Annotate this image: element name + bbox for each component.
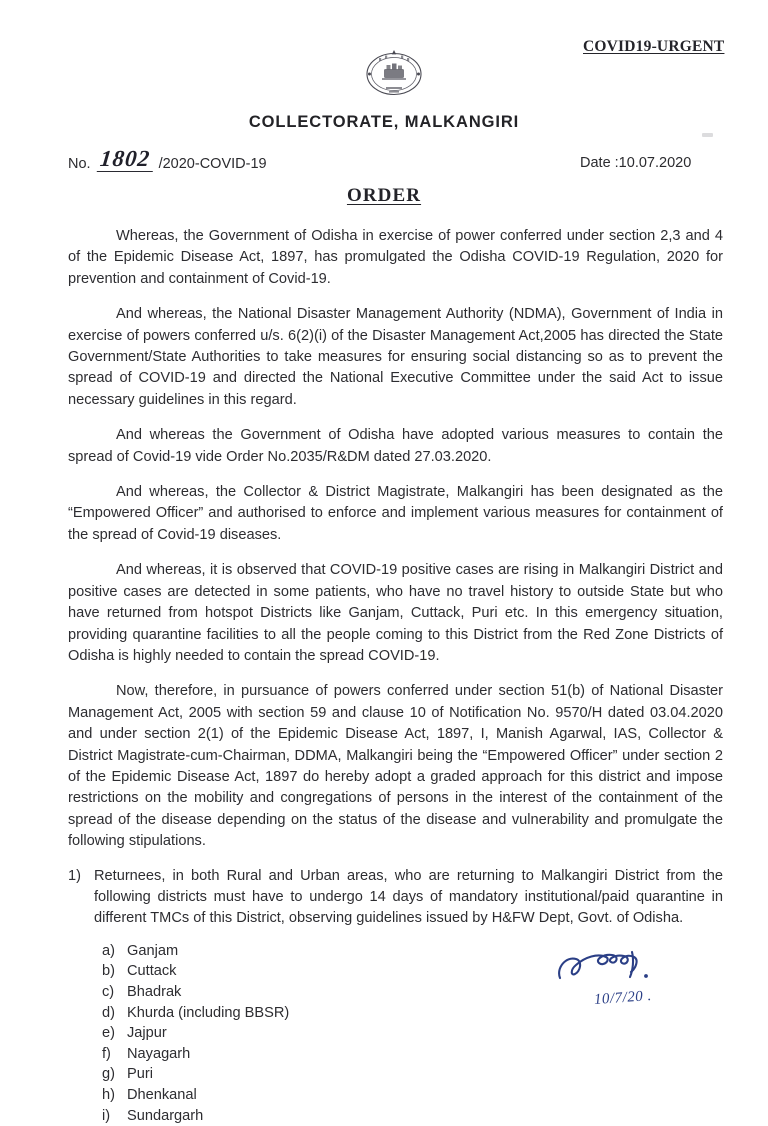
document-date: Date :10.07.2020	[580, 155, 692, 171]
urgent-marking: COVID19-URGENT	[583, 38, 725, 55]
list-item-label: Bhadrak	[127, 983, 182, 1000]
list-item	[102, 1085, 723, 1106]
list-item-marker: e)	[102, 1025, 115, 1042]
paragraph-whereas-2: And whereas, the National Disaster Management Authority (NDMA), Government of India in exercise of powers conferred u/s. 6(2)(i) of the Disaster Management Act,2005 has directed the State Government/State Authorities to take measures for ensuring social distancing so as to prevent the spread of COVID-19 and directed the National Executive Committee under the said Act to issue necessary guidelines in this regard.	[68, 306, 723, 408]
reference-label: No.	[68, 155, 91, 172]
signature-block	[548, 946, 748, 1036]
list-item	[102, 1044, 723, 1065]
list-item-label: Dhenkanal	[127, 1086, 197, 1103]
handwritten-reference-number: 1802	[96, 148, 155, 172]
letterhead-title: COLLECTORATE, MALKANGIRI	[248, 113, 520, 131]
list-item-marker: d)	[102, 1004, 115, 1021]
government-seal-icon	[361, 44, 427, 102]
paragraph-whereas-3: And whereas the Government of Odisha have adopted various measures to contain the spread of Covid-19 vide Order No.2035/R&DM dated 27.03.2020.	[68, 427, 723, 465]
list-item-label: Cuttack	[127, 963, 177, 980]
list-item-label: Jajpur	[127, 1025, 167, 1042]
list-item-marker: c)	[102, 983, 115, 1000]
list-item-marker: a)	[102, 942, 115, 959]
page-title	[0, 185, 768, 207]
paragraph-whereas-1: Whereas, the Government of Odisha in exercise of power conferred under section 2,3 and 4 of the Epidemic Disease Act, 1897, has promulgated the Odisha COVID-19 Regulation, 2020 for prevention and containment of Covid-19.	[68, 228, 723, 287]
list-item-marker: i)	[102, 1107, 111, 1124]
list-item-marker: g)	[102, 1066, 115, 1083]
paragraph-whereas-4: And whereas, the Collector & District Magistrate, Malkangiri has been designated as the “Empowered Officer” and authorised to enforce and implement various measures for containment of the spread of Covid-19 diseases.	[68, 484, 723, 543]
scan-artifact	[702, 133, 713, 137]
list-item-marker: h)	[102, 1086, 115, 1103]
reference-number-line	[68, 148, 267, 172]
list-item-label: Puri	[127, 1066, 153, 1083]
list-item-label: Sundargarh	[127, 1107, 204, 1124]
reference-suffix: /2020-COVID-19	[158, 155, 267, 172]
list-item-label: Khurda (including BBSR)	[127, 1004, 290, 1021]
paragraph-now-therefore: Now, therefore, in pursuance of powers conferred under section 51(b) of National Disaster Management Act, 2005 with section 59 and clause 10 of Notification No. 9570/H dated 03.04.2020 and under section 2(1) of the Epidemic Disease Act, 1897, I, Manish Agarwal, IAS, Collector & District Magistrate-cum-Chairman, DDMA, Malkangiri being the “Empowered Officer” under section 2 of the Epidemic Disease Act, 1897 do hereby adopt a graded approach for this district and impose restrictions on the mobility and congregations of persons in the interest of the containment of the spread of the disease depending on the status of the disease and vulnerability and promulgate the following stipulations.	[68, 683, 723, 850]
list-item	[102, 1064, 723, 1085]
list-item-label: Nayagarh	[127, 1045, 191, 1062]
page-title-text: ORDER	[346, 185, 422, 206]
list-item	[102, 1106, 723, 1126]
clause-1-text: Returnees, in both Rural and Urban areas, who are returning to Malkangiri District from the following districts must have to undergo 14 days of mandatory institutional/paid quarantine in different TMCs of this District, observing guidelines issued by H&FW Dept, Govt. of Odisha.	[94, 867, 723, 927]
signature-date: 10/7/20 .	[593, 988, 653, 1008]
paragraph-whereas-5: And whereas, it is observed that COVID-19 positive cases are rising in Malkangiri District and positive cases are detected in some patients, who have no travel history to outside State but who have returned from hotspot Districts like Ganjam, Cuttack, Puri etc. In this emergency situation, providing quarantine facilities to all the people coming to this District from the Red Zone Districts of Odisha is highly needed to contain the spread COVID-19.	[68, 562, 723, 664]
list-item-label: Ganjam	[127, 942, 179, 959]
list-item-marker: f)	[102, 1045, 111, 1062]
list-item-marker: b)	[102, 963, 115, 980]
clause-1	[68, 866, 723, 930]
clause-1-marker: 1)	[68, 867, 81, 884]
